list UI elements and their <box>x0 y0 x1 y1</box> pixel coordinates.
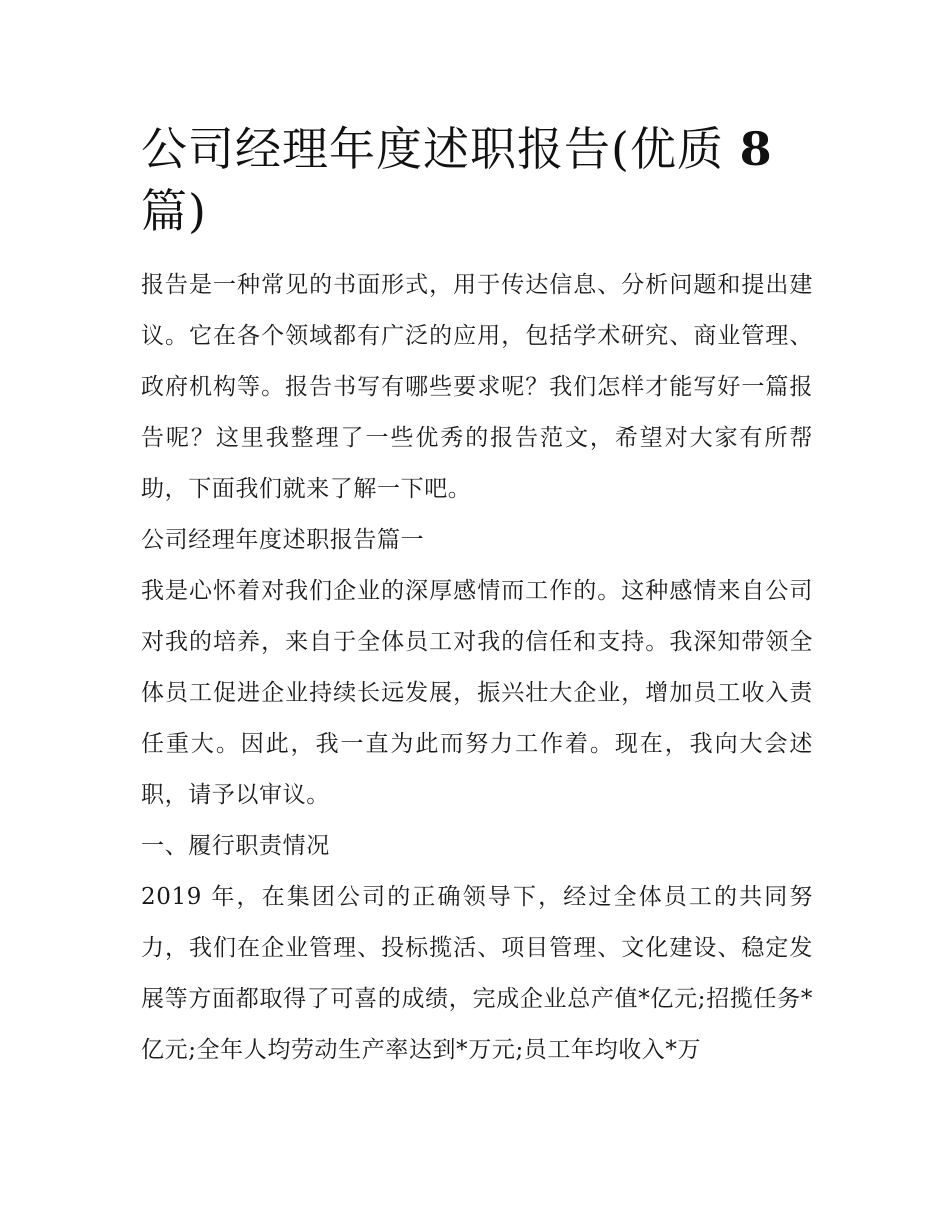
intro-paragraph: 报告是一种常见的书面形式，用于传达信息、分析问题和提出建议。它在各个领域都有广泛的应用，包括学术研究、商业管理、政府机构等。报告书写有哪些要求呢？我们怎样才能写好一篇报告呢？这里我整理了一些优秀的报告范文，希望对大家有所帮助，下面我们就来了解一下吧。 <box>141 272 813 502</box>
document-title <box>141 118 813 242</box>
paragraph-2: 2019 年，在集团公司的正确领导下，经过全体员工的共同努力，我们在企业管理、投标揽活、项目管理、文化建设、稳定发展等方面都取得了可喜的成绩，完成企业总产值*亿元;招揽任务*亿元;全年人均劳动生产率达到*万元;员工年均收入*万 <box>141 884 813 1063</box>
title-text-part1: 公司经理年度述职报告(优质 <box>141 122 740 176</box>
title-number: 8 <box>739 122 773 176</box>
section-title: 公司经理年度述职报告篇一 <box>141 527 425 553</box>
title-text-part2: 篇) <box>141 184 207 238</box>
paragraph-1: 我是心怀着对我们企业的深厚感情而工作的。这种感情来自公司对我的培养，来自于全体员工对我的信任和支持。我深知带领全体员工促进企业持续长远发展，振兴壮大企业，增加员工收入责任重大。因此，我一直为此而努力工作着。现在，我向大会述职，请予以审议。 <box>141 578 813 808</box>
subheading-1: 一、履行职责情况 <box>141 833 330 859</box>
document-body <box>141 118 813 1076</box>
